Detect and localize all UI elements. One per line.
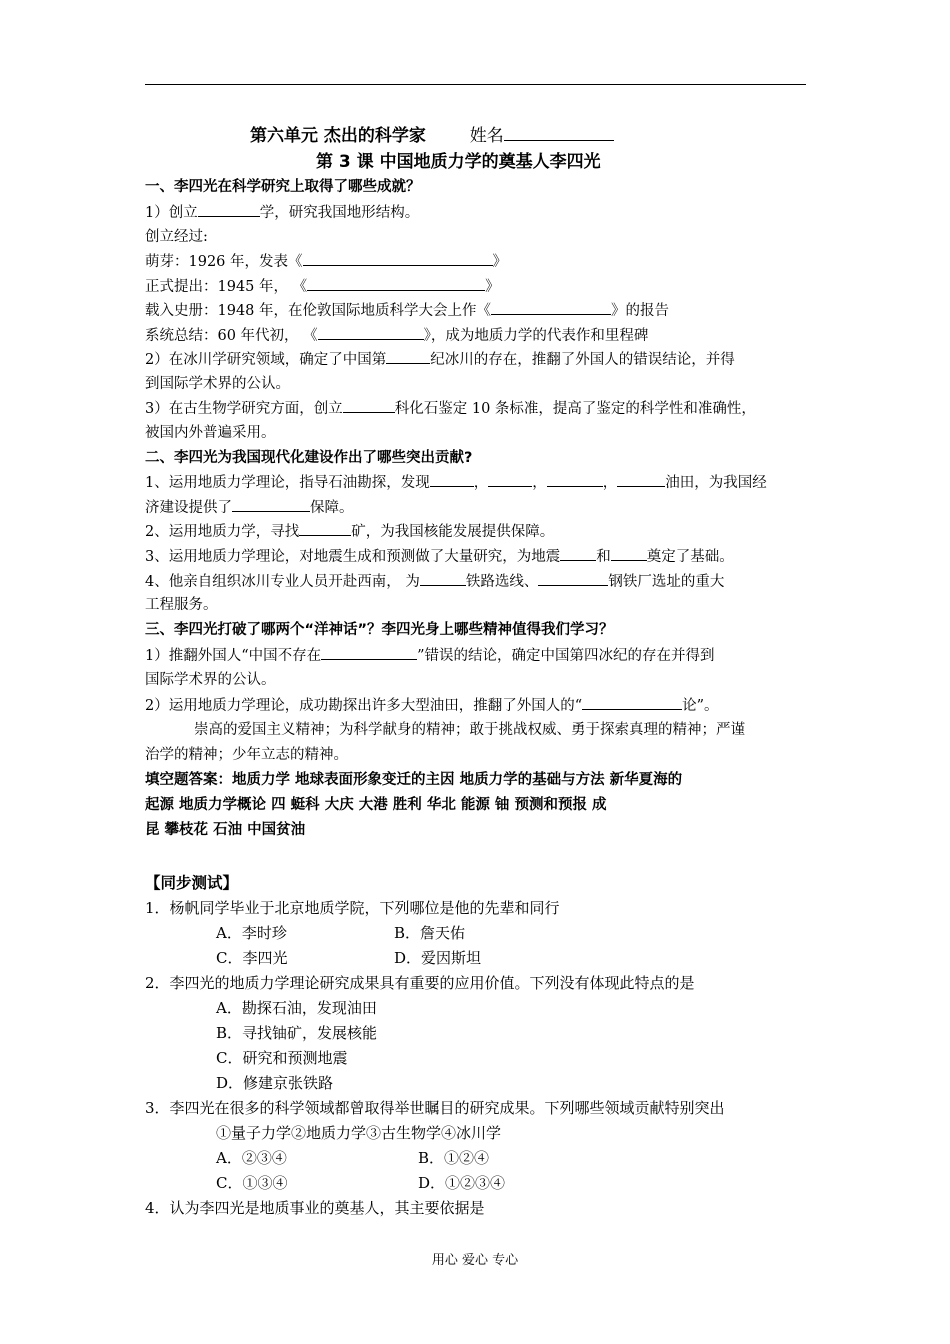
s1-line9: 3）在古生物学研究方面，创立 科化石鉴定 10 条标准，提高了鉴定的科学性和准确性， bbox=[145, 398, 756, 419]
s3-line3: 2）运用地质力学理论，成功勘探出许多大型油田，推翻了外国人的“ 论”。 bbox=[145, 695, 719, 716]
blank[interactable] bbox=[318, 325, 424, 340]
blank[interactable] bbox=[430, 472, 474, 487]
header-rule bbox=[145, 84, 806, 85]
question-2: 2．李四光的地质力学理论研究成果具有重要的应用价值。下列没有体现此特点的是 bbox=[145, 974, 695, 992]
s1-line5: 载入史册：1948 年，在伦敦国际地质科学大会上作《 》的报告 bbox=[145, 300, 669, 321]
question-1: 1．杨帆同学毕业于北京地质学院，下列哪位是他的先辈和同行 bbox=[145, 899, 560, 917]
blank[interactable] bbox=[560, 546, 596, 561]
s3-line5: 治学的精神；少年立志的精神。 bbox=[145, 747, 348, 763]
answers-line1: 填空题答案：地质力学 地球表面形象变迁的主因 地质力学的基础与方法 新华夏海的 bbox=[145, 772, 683, 788]
section1-heading: 一、李四光在科学研究上取得了哪些成就？ bbox=[145, 179, 421, 195]
q3-option-d[interactable]: D．①②③④ bbox=[418, 1174, 506, 1192]
s2-line2: 济建设提供了 保障。 bbox=[145, 497, 354, 518]
s3-line1: 1）推翻外国人“中国不存在 ”错误的结论，确定中国第四冰纪的存在并得到 bbox=[145, 645, 715, 666]
q3-item-list: ①量子力学②地质力学③古生物学④冰川学 bbox=[216, 1124, 502, 1142]
test-heading: 【同步测试】 bbox=[145, 874, 239, 892]
blank[interactable] bbox=[491, 300, 611, 315]
q2-option-d[interactable]: D．修建京张铁路 bbox=[216, 1074, 334, 1092]
s1-line7: 2）在冰川学研究领域，确定了中国第 纪冰川的存在，推翻了外国人的错误结论，并得 bbox=[145, 349, 735, 370]
name-label: 姓名 bbox=[469, 126, 504, 146]
blank[interactable] bbox=[303, 251, 493, 266]
s2-line3: 2、运用地质力学，寻找 矿，为我国核能发展提供保障。 bbox=[145, 521, 554, 542]
s3-line4: 崇高的爱国主义精神；为科学献身的精神；敢于挑战权威、勇于探索真理的精神；严谨 bbox=[194, 722, 745, 738]
blank[interactable] bbox=[582, 695, 682, 710]
unit-title-row bbox=[250, 126, 614, 146]
s3-line2: 国际学术界的公认。 bbox=[145, 672, 276, 688]
s1-line6: 系统总结：60 年代初， 《 》，成为地质力学的代表作和里程碑 bbox=[145, 325, 648, 346]
blank[interactable] bbox=[321, 645, 417, 660]
blank[interactable] bbox=[488, 472, 532, 487]
q1-option-d[interactable]: D．爱因斯坦 bbox=[394, 949, 482, 967]
question-4: 4．认为李四光是地质事业的奠基人，其主要依据是 bbox=[145, 1199, 485, 1217]
blank[interactable] bbox=[547, 472, 603, 487]
s1-line2: 创立经过: bbox=[145, 229, 208, 245]
blank[interactable] bbox=[198, 202, 260, 217]
answers-line3: 昆 攀枝花 石油 中国贫油 bbox=[145, 822, 306, 838]
section3-heading: 三、李四光打破了哪两个“洋神话”？李四光身上哪些精神值得我们学习？ bbox=[145, 622, 614, 638]
q3-option-b[interactable]: B．①②④ bbox=[418, 1149, 490, 1167]
s2-line1: 1、运用地质力学理论，指导石油勘探，发现 ， ， ， 油田，为我国经 bbox=[145, 472, 767, 493]
blank[interactable] bbox=[386, 349, 430, 364]
q1-option-a[interactable]: A．李时珍 bbox=[216, 924, 287, 942]
s2-line6: 工程服务。 bbox=[145, 597, 218, 613]
q2-option-a[interactable]: A．勘探石油，发现油田 bbox=[216, 999, 377, 1017]
s2-line5: 4、他亲自组织冰川专业人员开赴西南， 为 铁路选线、 钢铁厂选址的重大 bbox=[145, 571, 724, 592]
q2-option-b[interactable]: B．寻找铀矿，发展核能 bbox=[216, 1024, 378, 1042]
blank[interactable] bbox=[307, 276, 485, 291]
footer-text: 用心 爱心 专心 bbox=[431, 1253, 519, 1268]
q1-option-b[interactable]: B．詹天佑 bbox=[394, 924, 466, 942]
s2-line4: 3、运用地质力学理论，对地震生成和预测做了大量研究，为地震 和 奠定了基础。 bbox=[145, 546, 734, 567]
blank[interactable] bbox=[611, 546, 647, 561]
blank[interactable] bbox=[343, 398, 395, 413]
blank[interactable] bbox=[299, 521, 351, 536]
blank[interactable] bbox=[232, 497, 310, 512]
unit-title: 第六单元 杰出的科学家 bbox=[250, 126, 426, 146]
blank[interactable] bbox=[420, 571, 466, 586]
lesson-title: 第 3 课 中国地质力学的奠基人李四光 bbox=[316, 152, 601, 172]
s1-line3: 萌芽：1926 年，发表《 》 bbox=[145, 251, 507, 272]
s1-line10: 被国内外普遍采用。 bbox=[145, 425, 276, 441]
section2-heading: 二、李四光为我国现代化建设作出了哪些突出贡献? bbox=[145, 450, 473, 466]
s1-line1: 1）创立 学，研究我国地形结构。 bbox=[145, 202, 419, 223]
name-blank[interactable] bbox=[504, 126, 614, 141]
answers-line2: 起源 地质力学概论 四 蜓科 大庆 大港 胜利 华北 能源 铀 预测和预报 成 bbox=[145, 797, 607, 813]
q2-option-c[interactable]: C．研究和预测地震 bbox=[216, 1049, 348, 1067]
q3-option-a[interactable]: A．②③④ bbox=[216, 1149, 287, 1167]
blank[interactable] bbox=[538, 571, 608, 586]
q1-option-c[interactable]: C．李四光 bbox=[216, 949, 288, 967]
blank[interactable] bbox=[617, 472, 665, 487]
question-3: 3．李四光在很多的科学领域都曾取得举世瞩目的研究成果。下列哪些领域贡献特别突出 bbox=[145, 1099, 725, 1117]
q3-option-c[interactable]: C．①③④ bbox=[216, 1174, 288, 1192]
s1-line4: 正式提出：1945 年， 《 》 bbox=[145, 276, 500, 297]
s1-line8: 到国际学术界的公认。 bbox=[145, 376, 290, 392]
